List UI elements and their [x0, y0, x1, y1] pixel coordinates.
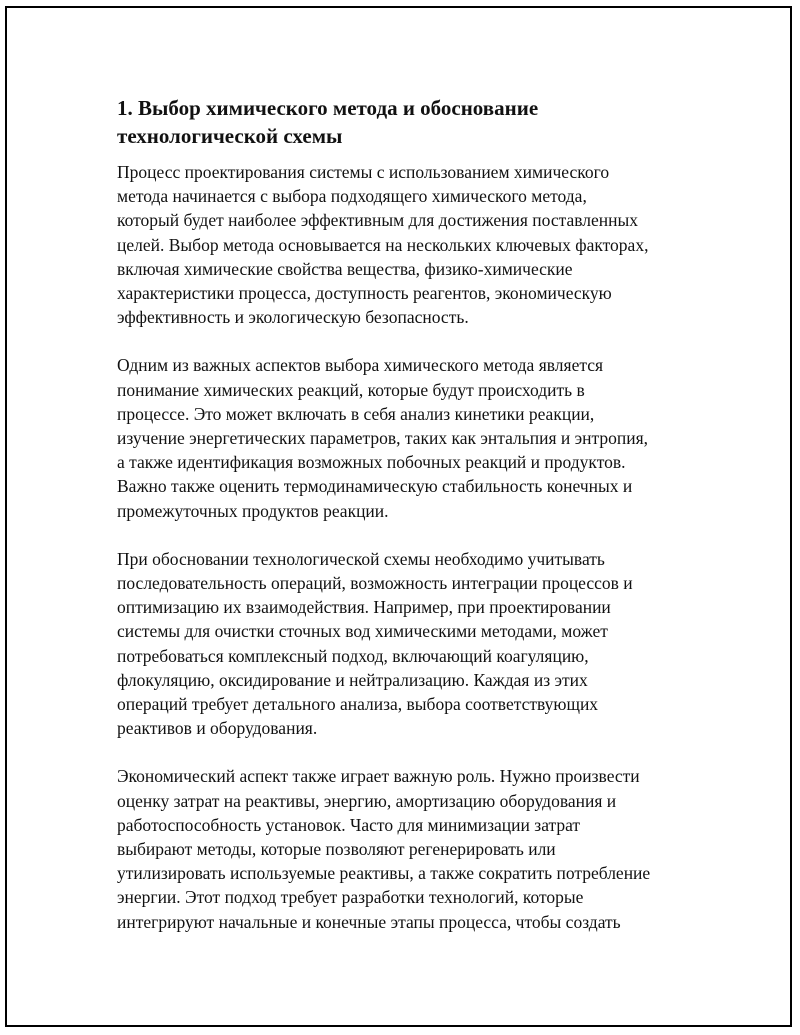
- text-line: системы для очистки сточных вод химическими методами, может: [117, 621, 608, 642]
- text-line: выбирают методы, которые позволяют регенерировать или: [117, 839, 556, 860]
- text-line: Важно также оценить термодинамическую стабильность конечных и: [117, 476, 633, 497]
- text-line: изучение энергетических параметров, таких как энтальпия и энтропия,: [117, 428, 649, 449]
- text-line: процессе. Это может включать в себя анализ кинетики реакции,: [117, 403, 595, 424]
- section-title: [117, 94, 717, 150]
- paragraph-chemical-reactions: [117, 353, 717, 522]
- text-line: Процесс проектирования системы с использованием химического: [117, 162, 610, 182]
- text-line: флокуляцию, оксидирование и нейтрализацию. Каждая из этих: [117, 669, 588, 690]
- text-line: операций требует детального анализа, выбора соответствующих: [117, 694, 599, 715]
- text-line: оценку затрат на реактивы, энергию, амортизацию оборудования и: [117, 790, 617, 811]
- section-title-line: 1. Выбор химического метода и обоснование: [117, 96, 539, 120]
- document-body: [117, 94, 717, 934]
- text-line: интегрируют начальные и конечные этапы процесса, чтобы создать: [117, 911, 621, 932]
- text-line: Экономический аспект также играет важную роль. Нужно произвести: [117, 766, 640, 787]
- text-line: а также идентификация возможных побочных реакций и продуктов.: [117, 452, 626, 473]
- text-line: потребоваться комплексный подход, включающий коагуляцию,: [117, 645, 589, 666]
- text-line: эффективность и экологическую безопасность.: [117, 307, 469, 328]
- paragraph-technological-scheme: [117, 547, 717, 741]
- text-line: включая химические свойства вещества, физико-химические: [117, 258, 573, 279]
- text-line: утилизировать используемые реактивы, а также сократить потребление: [117, 863, 651, 884]
- text-line: целей. Выбор метода основывается на нескольких ключевых факторах,: [117, 234, 649, 255]
- text-line: оптимизацию их взаимодействия. Например, при проектировании: [117, 597, 611, 618]
- section-title-line: технологической схемы: [117, 124, 343, 148]
- text-line: понимание химических реакций, которые будут происходить в: [117, 379, 585, 400]
- text-line: При обосновании технологической схемы необходимо учитывать: [117, 548, 605, 569]
- text-line: реактивов и оборудования.: [117, 718, 318, 739]
- text-line: работоспособность установок. Часто для минимизации затрат: [117, 814, 581, 835]
- text-line: который будет наиболее эффективным для достижения поставленных: [117, 210, 638, 231]
- text-line: энергии. Этот подход требует разработки технологий, которые: [117, 887, 584, 908]
- paragraph-economic-aspect: [117, 764, 717, 933]
- text-line: Одним из важных аспектов выбора химического метода является: [117, 355, 604, 376]
- text-line: характеристики процесса, доступность реагентов, экономическую: [117, 283, 612, 304]
- paragraph-process-design: [117, 160, 717, 329]
- text-line: промежуточных продуктов реакции.: [117, 500, 389, 521]
- text-line: метода начинается с выбора подходящего химического метода,: [117, 186, 587, 207]
- text-line: последовательность операций, возможность интеграции процессов и: [117, 573, 633, 594]
